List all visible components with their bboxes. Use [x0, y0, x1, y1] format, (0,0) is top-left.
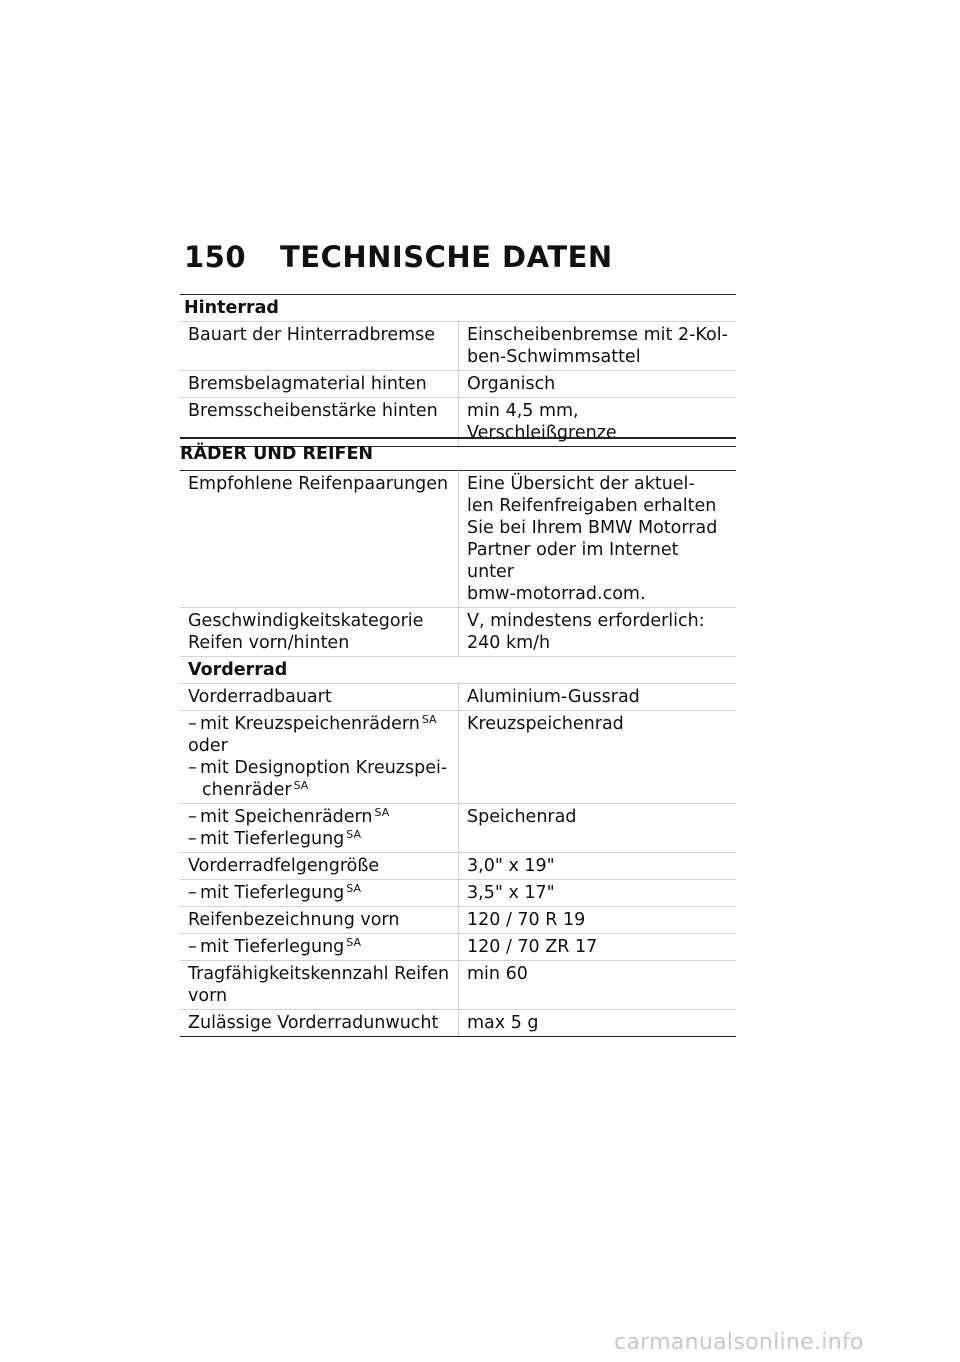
- row-label: Reifenbezeichnung vorn: [180, 907, 459, 934]
- table-row: [180, 961, 736, 1010]
- table-subheading-row: [180, 295, 736, 322]
- dash-item: [188, 757, 450, 801]
- table-row: [180, 371, 736, 398]
- sa-mark: SA: [421, 713, 437, 726]
- sa-mark: SA: [293, 779, 309, 792]
- row-value: 3,5" x 17": [459, 880, 737, 907]
- table-row: [180, 934, 736, 961]
- row-value: min 4,5 mm, Verschleißgrenze: [459, 398, 737, 447]
- label-line: Tragfähigkeitskennzahl Reifen: [188, 964, 450, 984]
- row-label: Zulässige Vorderradunwucht: [180, 1010, 459, 1037]
- dash-text: mit Tieferlegung: [200, 883, 345, 903]
- dash-glyph: –: [188, 758, 197, 778]
- table-row: [180, 853, 736, 880]
- dash-text: mit Speichenrädern: [200, 807, 373, 827]
- table-subheading-row: [180, 657, 736, 684]
- dash-item: [188, 828, 450, 850]
- row-value: [459, 471, 737, 608]
- page-number: 150: [184, 240, 247, 274]
- row-label: Bremsbelagmaterial hinten: [180, 371, 459, 398]
- row-value: 120 / 70 R 19: [459, 907, 737, 934]
- label-line: Reifen vorn/hinten: [188, 633, 350, 653]
- table-row: [180, 711, 736, 804]
- dash-glyph: –: [188, 714, 197, 734]
- dash-item: [188, 936, 450, 958]
- label-line: Geschwindigkeitskategorie: [188, 611, 424, 631]
- page-header: [184, 240, 613, 274]
- row-label: [180, 934, 459, 961]
- sa-mark: SA: [346, 882, 361, 895]
- value-line: V, mindestens erforderlich:: [467, 611, 705, 631]
- row-value: max 5 g: [459, 1010, 737, 1037]
- table-row: [180, 322, 736, 371]
- section-heading: RÄDER UND REIFEN: [180, 437, 736, 464]
- value-line: Sie bei Ihrem BMW Motorrad: [467, 518, 718, 538]
- table-row: [180, 804, 736, 853]
- table-row: [180, 907, 736, 934]
- row-label: Empfohlene Reifenpaarungen: [180, 471, 459, 608]
- dash-glyph: –: [188, 883, 197, 903]
- row-value: Speichenrad: [459, 804, 737, 853]
- row-value: Aluminium-Gussrad: [459, 684, 737, 711]
- dash-item: [188, 713, 450, 735]
- dash-text: mit Designoption Kreuzspei-: [200, 758, 448, 778]
- row-label: [180, 880, 459, 907]
- value-line: bmw-motorrad.com.: [467, 584, 646, 604]
- row-label: [180, 608, 459, 657]
- dash-text: mit Tieferlegung: [200, 937, 345, 957]
- table-row: [180, 684, 736, 711]
- row-label: Bremsscheibenstärke hinten: [180, 398, 459, 447]
- dash-glyph: –: [188, 937, 197, 957]
- dash-item: [188, 882, 450, 904]
- label-line: oder: [188, 736, 228, 756]
- row-label: [180, 961, 459, 1010]
- sa-mark: SA: [346, 828, 361, 841]
- table-row: [180, 1010, 736, 1037]
- watermark: carmanualsonline.info: [614, 1330, 864, 1355]
- table-row: [180, 608, 736, 657]
- sa-mark: SA: [374, 806, 390, 819]
- row-label: [180, 711, 459, 804]
- subheading-vorderrad: Vorderrad: [180, 657, 736, 684]
- value-line: ben-Schwimmsattel: [467, 347, 641, 367]
- row-value: min 60: [459, 961, 737, 1010]
- row-value: 120 / 70 ZR 17: [459, 934, 737, 961]
- value-line: Eine Übersicht der aktuel-: [467, 474, 695, 494]
- dash-glyph: –: [188, 807, 197, 827]
- row-value: 3,0" x 19": [459, 853, 737, 880]
- reifen-table: [180, 470, 736, 1037]
- row-value: Organisch: [459, 371, 737, 398]
- row-label: Vorderradbauart: [180, 684, 459, 711]
- row-value: Kreuzspeichenrad: [459, 711, 737, 804]
- dash-glyph: –: [188, 829, 197, 849]
- table-row: [180, 880, 736, 907]
- value-line: len Reifenfreigaben erhalten: [467, 496, 717, 516]
- row-value: [459, 608, 737, 657]
- value-line: Partner oder im Internet unter: [467, 540, 679, 582]
- row-label: Bauart der Hinterradbremse: [180, 322, 459, 371]
- dash-item: [188, 806, 450, 828]
- dash-text: mit Tieferlegung: [200, 829, 345, 849]
- row-label: Vorderradfelgengröße: [180, 853, 459, 880]
- sa-mark: SA: [346, 936, 361, 949]
- label-line: vorn: [188, 986, 228, 1006]
- page-title: TECHNISCHE DATEN: [280, 240, 613, 274]
- value-line: 240 km/h: [467, 633, 551, 653]
- value-line: Einscheibenbremse mit 2-Kol-: [467, 325, 728, 345]
- row-value: [459, 322, 737, 371]
- table-row: [180, 471, 736, 608]
- subheading-hinterrad: Hinterrad: [180, 295, 736, 322]
- row-label: [180, 804, 459, 853]
- dash-text: mit Kreuzspeichenrädern: [200, 714, 420, 734]
- dash-text: chenräder: [202, 780, 292, 800]
- hinterrad-table: [180, 294, 736, 447]
